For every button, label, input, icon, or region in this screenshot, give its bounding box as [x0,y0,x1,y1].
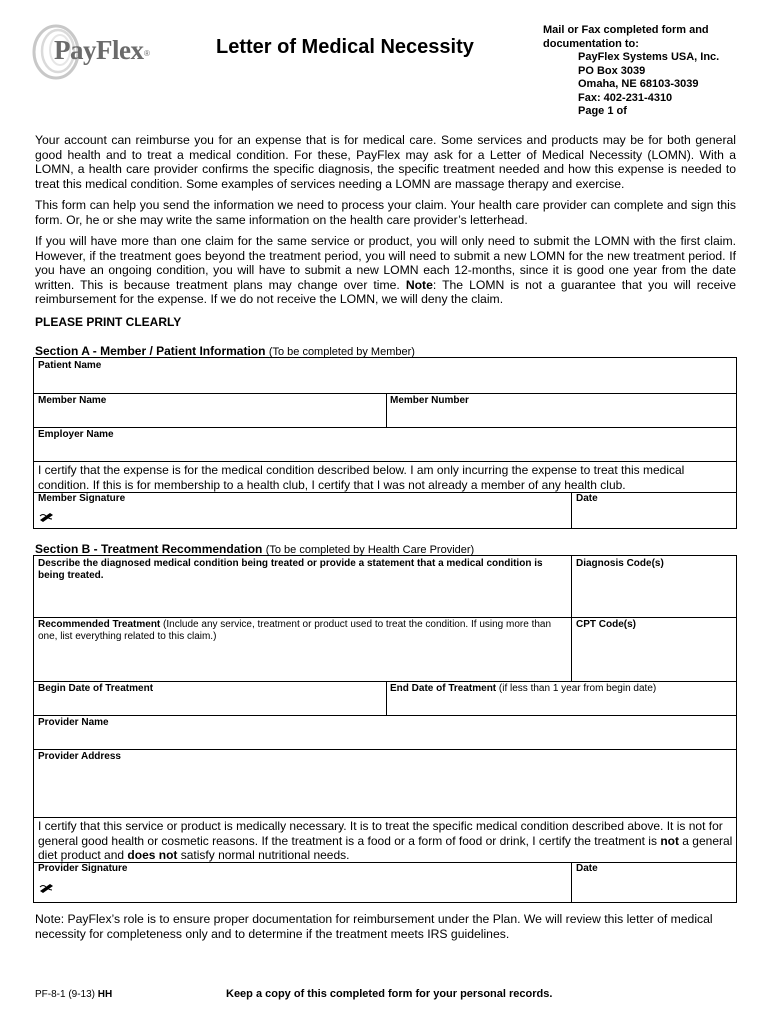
section-a-title: Section A - Member / Patient Information [35,344,266,358]
diagnosis-codes-field[interactable] [572,556,736,617]
employer-name-field[interactable] [34,427,736,462]
patient-name-label: Patient Name [38,360,102,371]
member-signature-label: Member Signature [38,493,126,504]
form-code [35,989,112,1000]
begin-date-field[interactable] [34,681,386,715]
provider-cert-part: I certify that this service or product is medically necessary. It is to treat the specific medical condition described above. It is not for general good health or cosmetic reasons. If the treatment is a food or a form of food or drink, I certify the treatment is [38,819,723,848]
provider-cert-part: satisfy normal nutritional needs. [177,848,350,862]
recommended-treatment-title: Recommended Treatment [38,619,161,630]
recommended-treatment-note: (Include any service, treatment or product used to treat the condition. If using more than one, list everything related to this claim.) [38,619,552,642]
end-date-title: End Date of Treatment [390,683,497,694]
provider-address-field[interactable] [34,749,736,817]
provider-cert-emphasis: does not [127,848,178,862]
pen-signature-icon [39,881,55,893]
recommended-treatment-field[interactable] [34,617,571,681]
provider-date-field[interactable] [572,862,736,903]
section-b-subtitle: (To be completed by Health Care Provider) [265,544,475,556]
end-date-label [390,683,656,695]
mail-line: PayFlex Systems USA, Inc. [578,51,720,63]
mailing-address-block [543,24,719,119]
section-b-heading [35,542,474,556]
member-signature-field[interactable] [34,492,571,529]
intro-paragraph-1: Your account can reimburse you for an expense that is for medical care. Some services and products may be for both general good health and to treat a medical condition. For these, PayFlex may ask for a Letter of Medical Necessity (LOMN). With a LOMN, a health care provider confirms the specific diagnosis, the specific treatment needed and how this expense is needed to treat this medical condition. Some examples of services needing a LOMN are massage therapy and exercise. [35,133,736,191]
provider-address-label: Provider Address [38,751,121,762]
form-code-suffix: HH [97,989,113,1000]
diagnosis-codes-label: Diagnosis Code(s) [576,558,664,569]
begin-date-label: Begin Date of Treatment [38,683,154,694]
logo-registered-mark: ® [144,49,150,58]
end-date-field[interactable] [387,681,736,715]
payflex-logo [30,22,158,82]
section-a-heading [35,344,415,358]
employer-name-label: Employer Name [38,429,114,440]
patient-name-field[interactable] [34,358,736,394]
medical-condition-field[interactable] [34,556,571,617]
print-clearly-instruction: PLEASE PRINT CLEARLY [35,315,182,329]
payflex-role-note: Note: PayFlex’s role is to ensure proper documentation for reimbursement under the Plan. We will review this letter of medical necessity for completeness only and to determine if the treatment meets IRS guidelines. [35,912,713,941]
cpt-codes-field[interactable] [572,617,736,681]
member-name-label: Member Name [38,395,107,406]
medical-condition-label: Describe the diagnosed medical condition being treated or provide a statement that a medical condition is being treated. [38,558,543,581]
intro-p3-text-end: : The LOMN is not a guarantee that you will receive reimbursement for the expense. If we do not receive the LOMN, we will deny the claim. [35,277,736,307]
note-label: Note [405,277,433,292]
provider-date-label: Date [576,863,598,874]
form-code-number: PF-8-1 (9-13) [35,989,98,1000]
section-a-subtitle: (To be completed by Member) [268,346,415,358]
mail-line: Mail or Fax completed form and [543,24,709,36]
provider-cert-emphasis: not [660,833,679,848]
member-date-label: Date [576,493,598,504]
intro-p3-text: If you will have more than one claim for the same service or product, you will only need to submit the LOMN with the first claim. However, if the treatment goes beyond the treatment period, you will need to submit a new LOMN for the new treatment period. If you have an ongoing condition, you will have to submit a new LOMN each 12-months, since it is good one year from the date written. This is because treatment plans may change over time. [35,234,736,292]
member-date-field[interactable] [572,492,736,529]
mail-line: documentation to: [543,37,639,50]
page-number: Page 1 of [578,105,627,117]
cpt-codes-label: CPT Code(s) [576,619,636,630]
provider-signature-label: Provider Signature [38,863,128,874]
mail-line: Fax: 402-231-4310 [578,91,673,104]
section-b-title: Section B - Treatment Recommendation [35,542,263,556]
provider-certification-text [38,819,734,863]
logo-wordmark: PayFlex [54,35,144,65]
keep-copy-notice: Keep a copy of this completed form for your personal records. [226,988,553,1000]
member-certification-text: I certify that the expense is for the medical condition described below. I am only incurring the expense to treat this medical condition. If this is for membership to a health club, I certify that I was not already a member of any health club. [38,463,685,492]
member-name-field[interactable] [34,393,386,427]
section-a-form [33,357,737,529]
intro-paragraph-2: This form can help you send the information we need to process your claim. Your health care provider can complete and sign this form. Or, he or she may write the same information on the health care provider’s letterhead. [35,198,736,227]
mail-line: Omaha, NE 68103-3039 [578,78,699,90]
provider-signature-field[interactable] [34,862,571,903]
intro-paragraph-3 [35,234,736,307]
section-b-form [33,555,737,903]
mail-line: PO Box 3039 [578,64,646,77]
member-number-label: Member Number [390,395,469,406]
pen-signature-icon [39,510,55,522]
recommended-treatment-label [38,619,563,643]
provider-name-field[interactable] [34,715,736,749]
page-title: Letter of Medical Necessity [216,36,474,58]
end-date-note: (if less than 1 year from begin date) [496,683,657,694]
provider-name-label: Provider Name [38,717,109,728]
member-number-field[interactable] [387,393,736,427]
provider-cert-part: a general diet product and [38,833,733,862]
